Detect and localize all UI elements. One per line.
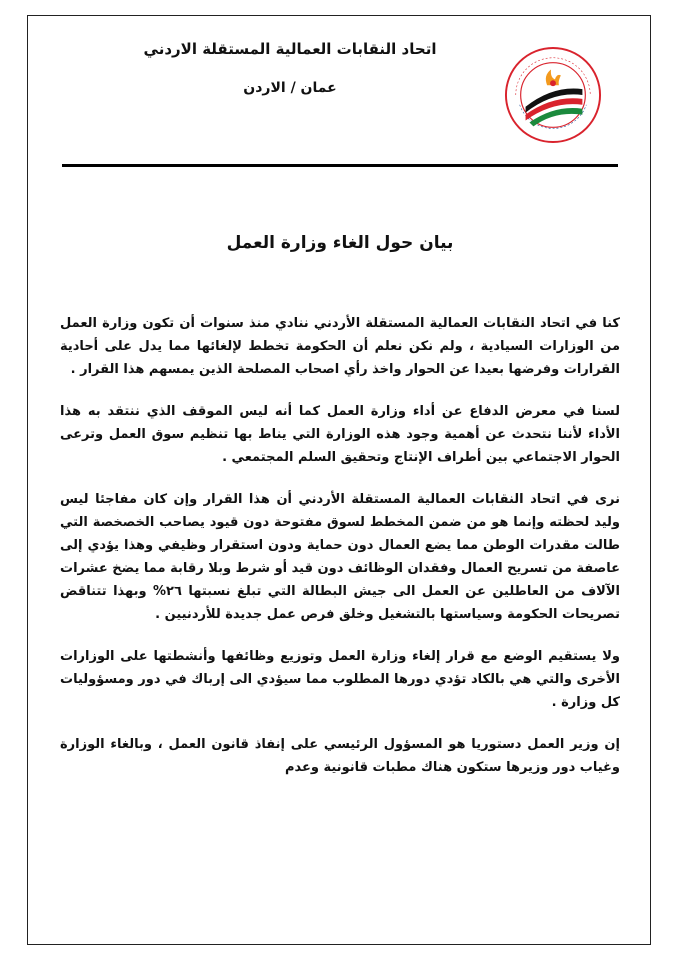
paragraph-3: نرى في اتحاد النقابات العمالية المستقلة الأردني أن هذا القرار وإن كان مفاجئا ليس وليد لحظته وإنما هو من ضمن المخطط لسوق مفتوحة دون قيود يصاحب الخصخصة التي طالت مقدرات الوطن مما يضع العمال دون حماية ودون استقرار وظيفي وهذا يؤدي إلى عاصفة من تسريح العمال وفقدان الوظائف دون قيد أو شرط وبلا رقابة مما يضخ عشرات الآلاف من العاطلين عن العمل الى جيش البطالة التي تبلغ نسبتها ٢٦% وبهذا تتناقض تصريحات الحكومة وسياستها بالتشغيل وخلق فرص عمل جديدة للأردنيين . [60,492,620,622]
federation-logo-icon [504,46,602,144]
paragraph-5: إن وزير العمل دستوريا هو المسؤول الرئيسي على إنفاذ قانون العمل ، وبالغاء الوزارة وغياب دور وزيرها ستكون هناك مطبات قانونية وعدم [60,737,620,775]
paragraph-1: كنا في اتحاد النقابات العمالية المستقلة الأردني ننادي منذ سنوات أن تكون وزارة العمل من الوزارات السيادية ، ولم نكن نعلم أن الحكومة تخطط لإلغائها مما يدل على أحادية القرارات وفرضها بعيدا عن الحوار واخذ رأي اصحاب المصلحة الذين يمسهم هذا القرار . [60,316,620,377]
organization-name: اتحاد النقابات العمالية المستقلة الاردني [143,40,437,58]
paragraph-2: لسنا في معرض الدفاع عن أداء وزارة العمل كما أنه ليس الموقف الذي ننتقد به هذا الأداء لأننا نتحدث عن أهمية وجود هذه الوزارة التي يناط بها تنظيم سوق العمل وترعى الحوار الاجتماعي بين أطراف الإنتاج وتحقيق السلم المجتمعي . [60,404,620,465]
header-divider [62,164,618,167]
paragraph-4: ولا يستقيم الوضع مع قرار إلغاء وزارة العمل وتوزيع وظائفها وأنشطتها على الوزارات الأخرى والتي هي بالكاد تؤدي دورها المطلوب مما سيؤدي الى إرباك في دور ومسؤوليات كل وزارة . [60,649,620,710]
organization-city: عمان / الاردن [243,80,337,96]
statement-title: بيان حول الغاء وزارة العمل [226,233,454,253]
statement-body [60,312,620,798]
